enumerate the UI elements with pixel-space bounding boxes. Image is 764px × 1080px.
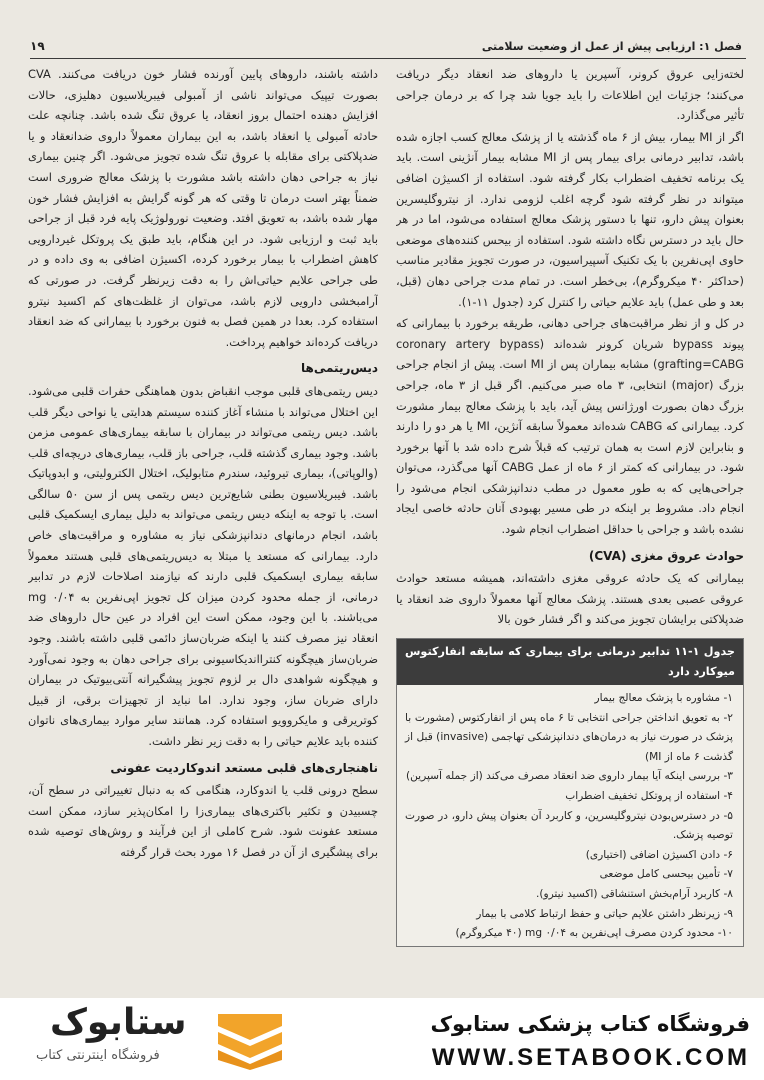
page-number: ۱۹ [30, 39, 45, 53]
treatment-table [396, 638, 744, 947]
logo-wordmark: ستابوک [50, 1002, 187, 1043]
table-item: ۴- استفاده از پروتکل تخفیف اضطراب [565, 790, 733, 802]
table-item-list [397, 685, 743, 946]
right-column [396, 64, 744, 998]
table-item: ۲- به تعویق انداختن جراحی انتخابی تا ۶ ماه پس از انفارکتوس (مشورت با پزشک در صورت نیاز به درمان‌های دندانپزشکی تهاجمی (invasive) قبل از گذشت ۶ ماه از MI) [405, 711, 733, 763]
chapter-title: فصل ۱: ارزیابی پیش از عمل از وضعیت سلامتی [481, 40, 742, 53]
table-item: ۱- مشاوره با پزشک معالج بیمار [594, 692, 733, 705]
table-item: ۷- تأمین بیحسی کامل موضعی [599, 868, 733, 881]
paragraph: دیس ریتمی‌های قلبی موجب انقباض بدون هماهنگی حفرات قلبی می‌شود. این اختلال می‌تواند با منشاء آغاز کننده سیستم هدایتی یا نواحی دیگر قلب باشد. دیس ریتمی می‌تواند در بیماران با سابقه بیماری‌های عمومی مزمن باشد. وجود بیماری گذشته قلب، جراحی باز قلب، بیماری‌های دریچه‌ای قلب (والوپاتی)، بیماری تیروئید، سندرم متابولیک، اختلال الکترولیتی، و ابدوپاتیک باشد. فیبریلاسیون بطنی شایع‌ترین دیس ریتمی پس از سن ۵۰ سالگی است. با توجه به اینکه دیس ریتمی می‌تواند به دلیل بیماری ایسکمیک قلبی باشد، انجام درمانهای دندانپزشکی نیاز به مشاوره و مراقبت‌های خاص دارد. بیمارانی که مستعد یا مبتلا به دیس‌ریتمی‌های قلبی هستند معمولاً سابقه بیماری ایسکمیک قلبی دارند که نیازمند اصلاحات لازم در تدابیر درمانی، از جمله محدود کردن میزان کل تجویز اپی‌نفرین به ۰/۰۴ mg می‌باشند. با این وجود، ممکن است این افراد در عین حال داروهای ضد انعقاد نیز مصرف کنند یا اینکه ضربان‌ساز دائمی قلبی داشته باشند. وجود ضربان‌ساز هیچگونه کنترااندیکاسیونی برای جراحی دهان به وجود نمی‌آورد و هیچگونه شواهدی دال بر لزوم تجویز پیشگیرانه آنتی‌بیوتیک در بیماران دارای ضربان ساز، وجود ندارد. اما نباید از تجهیزات برقی، از قبیل کوتریرقی و مایکروویو استفاده کرد. همانند سایر موارد بیماری‌های ناتوان کننده باید علایم حیاتی را به دقت زیر نظر داشت. [28, 383, 378, 748]
paragraph: بیمارانی که یک حادثه عروقی مغزی داشته‌اند، همیشه مستعد حوادث عروقی عصبی بعدی هستند. پزشک معالج آنها معمولاً داروی ضد انعقاد یا ضدپلاکتی برایشان تجویز می‌کند و اگر فشار خون بالا [396, 571, 744, 627]
section-heading-endocarditis: ناهنجاری‌های قلبی مستعد اندوکاردیت عفونی [110, 760, 378, 775]
paragraph: لخته‌زایی عروق کرونر، آسپرین یا داروهای ضد انعقاد دیگر دریافت می‌کنند؛ جزئیات این اطلاعات را باید جویا شد چرا که بر درمان جراحی تأثیر می‌گذارد. [396, 67, 744, 123]
store-url[interactable]: WWW.SETABOOK.COM [431, 1044, 750, 1071]
running-header [30, 38, 746, 59]
logo-subtitle: فروشگاه اینترنتی کتاب [36, 1048, 160, 1063]
chevron-logo-icon [210, 1010, 290, 1070]
paragraph: سطح درونی قلب یا اندوکارد، هنگامی که به دنبال تغییراتی در سطح آن، چسبیدن و تکثیر باکتری‌های بیماری‌زا را امکان‌پذیر سازد، ممکن است مستعد عفونت شود. شرح کاملی از این فرآیند و روش‌های توصیه شده برای پیشگیری از آن در فصل ۱۶ مورد بحث قرار گرفته [28, 783, 378, 859]
store-banner [0, 998, 764, 1080]
table-item: ۳- بررسی اینکه آیا بیمار داروی ضد انعقاد مصرف می‌کند (از جمله آسپرین) [405, 770, 733, 783]
table-item: ۵- در دسترس‌بودن نیتروگلیسرین، و کاربرد آن بعنوان پیش دارو، در صورت توصیه پزشک. [405, 809, 733, 842]
section-heading-cva: حوادث عروق مغزی (CVA) [588, 548, 744, 563]
paragraph: داشته باشند، داروهای پایین آورنده فشار خون دریافت می‌کنند. CVA بصورت تیپیک می‌تواند ناشی از آمبولی فیبریلاسیون دهلیزی، حالات افزایش دهنده احتمال بروز انعقاد، یا عروق تنگ شده باشد. چنانچه علت حادثه آمبولی یا انعقاد باشد، به این بیماران معمولاً داروی ضدانعقاد و یا ضدپلاکتی برای مقابله با عروق تنگ شده تجویز می‌شود. اگر چنین بیماری نیاز به جراحی دهان داشته باشد مشورت با پزشک معالج ضروری است ضمناً بهتر است درمان تا وقتی که هر گونه گرایش به افزایش فشار خون مهار شده باشد، به تعویق افتد. وضعیت نورولوژیک پایه فرد قبل از جراحی باید ثبت و ارزیابی شود. در این هنگام، باید طبق یک پروتکل غیردارویی کاهش اضطراب با بیمار برخورد کرده، اکسیژن اضافی به وی داده و در طی جراحی علایم حیاتی‌اش را به دقت زیرنظر گرفت. در صورتی که آرامبخشی دارویی لازم باشد، می‌توان از غلظت‌های کم اکسید نیترو استفاده کرد. بعدا در همین فصل به فنون برخورد با بیمارانی که ضد انعقاد دریافت کرده‌اند خواهیم پرداخت. [28, 67, 378, 349]
table-item: ۹- زیرنظر داشتن علایم حیاتی و حفظ ارتباط کلامی با بیمار [476, 907, 733, 920]
section-heading-dysrhythmia: دیس‌ریتمی‌ها [301, 361, 378, 376]
store-name: فروشگاه کتاب پزشکی ستابوک [430, 1012, 750, 1036]
paragraph: اگر از MI بیمار، بیش از ۶ ماه گذشته یا از پزشک معالج کسب اجازه شده باشد، تدابیر درمانی برای بیمار پس از MI مشابه بیمار آنژینی است. باید یک برنامه تخفیف اضطراب بکار گرفته شود. استفاده از اکسیژن اضافی میتواند در نظر گرفته شود گرچه اغلب لزومی ندارد. از نیتروگلیسرین بعنوان پیش دارو، تنها با دستور پزشک معالج استفاده می‌شود، اما در هر حال باید در دسترس نگاه داشته شود. استفاده از بیحس کننده‌های موضعی حاوی اپی‌نفرین با یک تکنیک آسپیراسیون، در صورت تجویز مقادیر مناسب (حداکثر ۴۰ میکروگرم)، بی‌خطر است. در تمام مدت جراحی دهان (قبل، بعد و طی عمل) باید علایم حیاتی را کنترل کرد (جدول ۱۱-۱). [396, 129, 744, 309]
table-item: ۱۰- محدود کردن مصرف اپی‌نفرین به ۰/۰۴ mg (۴۰ میکروگرم) [455, 927, 733, 940]
paragraph: در کل و از نظر مراقبت‌های جراحی دهانی، طریقه برخورد با بیمارانی که پیوند bypass شریان کرونر شده‌اند (coronary artery bypass grafting=CABG) مشابه بیماران پس از MI است. پیش از انجام جراحی بزرگ (major) انتخابی، ۳ ماه صبر می‌کنیم. اگر قبل از ۳ ماه، جراحی بزرگ دهان بصورت اورژانس پیش آید، باید با پزشک معالج بیمار مشورت کرد. بیمارانی که CABG شده‌اند معمولاً سابقه آنژین، MI یا هر دو را دارند و بنابراین لازم است به همان ترتیب که قبلاً شرح داده شد با آنها برخورد شود. در بیمارانی که کمتر از ۶ ماه از عمل CABG آنها می‌گذرد، می‌توان جراحی‌هایی که به طور معمول در مطب دندانپزشکی انجام می‌شود را انجام داد. مشروط بر اینکه در طی مسیر بهبودی آنان حادثه خاصی ایجاد نشده باشد و جراحی با حداقل اضطراب انجام شود. [396, 316, 744, 537]
table-item: ۸- کاربرد آرام‌بخش استنشاقی (اکسید نیترو). [535, 887, 733, 900]
table-item: ۶- دادن اکسیژن اضافی (اختیاری) [585, 848, 733, 861]
left-column [28, 64, 378, 998]
table-title: جدول ۱-۱۱ تدابیر درمانی برای بیماری که سابقه انفارکتوس میوکارد دارد [397, 639, 743, 685]
